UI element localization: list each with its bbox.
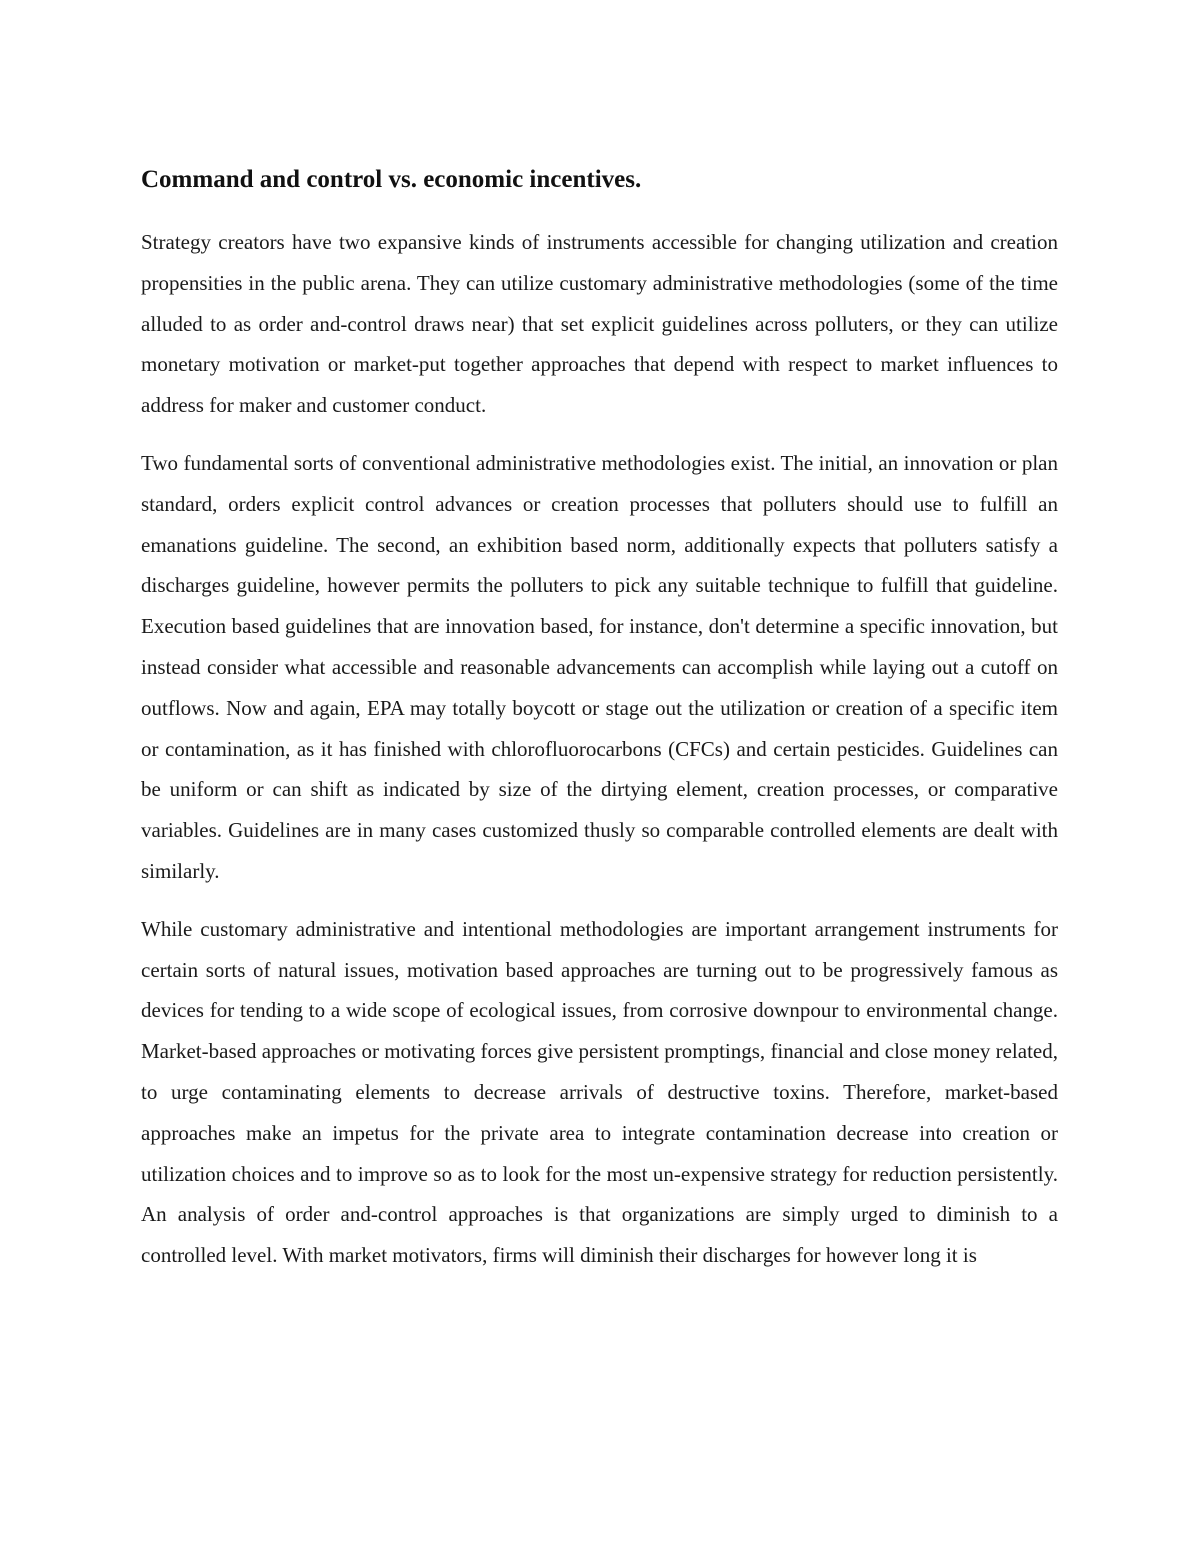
paragraph-2: Two fundamental sorts of conventional administrative methodologies exist. The initial, an innovation or plan standard, orders explicit control advances or creation processes that polluters should use to fulfill an emanations guideline. The second, an exhibition based norm, additionally expects that polluters satisfy a discharges guideline, however permits the polluters to pick any suitable technique to fulfill that guideline. Execution based guidelines that are innovation based, for instance, don't determine a specific innovation, but instead consider what accessible and reasonable advancements can accomplish while laying out a cutoff on outflows. Now and again, EPA may totally boycott or stage out the utilization or creation of a specific item or contamination, as it has finished with chlorofluorocarbons (CFCs) and certain pesticides. Guidelines can be uniform or can shift as indicated by size of the dirtying element, creation processes, or comparative variables. Guidelines are in many cases customized thusly so comparable controlled elements are dealt with similarly. [141, 450, 1058, 883]
paragraph-3: While customary administrative and intentional methodologies are important arrangement instruments for certain sorts of natural issues, motivation based approaches are turning out to be progressively famous as devices for tending to a wide scope of ecological issues, from corrosive downpour to environmental change. Market-based approaches or motivating forces give persistent promptings, financial and close money related, to urge contaminating elements to decrease arrivals of destructive toxins. Therefore, market-based approaches make an impetus for the private area to integrate contamination decrease into creation or utilization choices and to improve so as to look for the most un-expensive strategy for reduction persistently. An analysis of order and-control approaches is that organizations are simply urged to diminish to a controlled level. With market motivators, firms will diminish their discharges for however long it is [141, 916, 1058, 1268]
paragraph-1: Strategy creators have two expansive kinds of instruments accessible for changing utilization and creation propensities in the public arena. They can utilize customary administrative methodologies (some of the time alluded to as order and-control draws near) that set explicit guidelines across polluters, or they can utilize monetary motivation or market-put together approaches that depend with respect to market influences to address for maker and customer conduct. [141, 230, 1058, 418]
document-page [141, 160, 1058, 1293]
document-title: Command and control vs. economic incentives. [141, 166, 642, 193]
